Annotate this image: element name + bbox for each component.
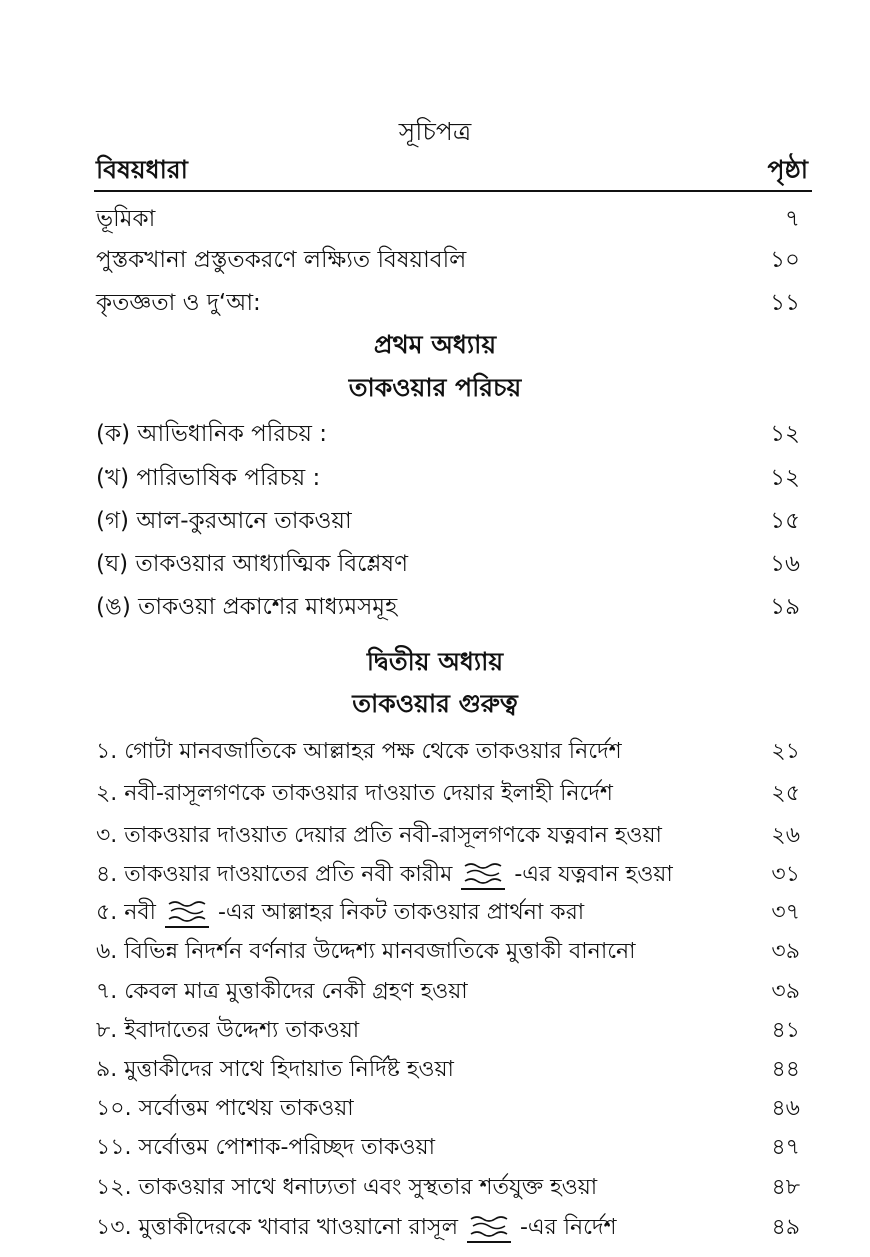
entry-page: ৩১ bbox=[771, 862, 800, 887]
entry-page: ৪৪ bbox=[771, 1057, 800, 1082]
entry-page: ৪১ bbox=[771, 1018, 800, 1043]
entry-text: ১১. সর্বোত্তম পোশাক-পরিচ্ছদ তাকওয়া bbox=[96, 1135, 435, 1160]
entry-page: ১৯ bbox=[770, 594, 800, 620]
entry-page: ১২ bbox=[770, 421, 800, 447]
chapter-title: তাকওয়ার গুরুত্ব bbox=[352, 689, 518, 718]
toc-entry bbox=[0, 588, 870, 624]
toc-entry bbox=[0, 545, 870, 581]
chapter-title: তাকওয়ার পরিচয় bbox=[348, 373, 522, 402]
entry-page: ৩৯ bbox=[771, 979, 800, 1004]
salawat-calligraphy-icon bbox=[165, 898, 209, 928]
entry-text: (ঙ) তাকওয়া প্রকাশের মাধ্যমসমূহ bbox=[96, 594, 398, 620]
toc-entry bbox=[0, 974, 870, 1010]
entry-text: ১. গোটা মানবজাতিকে আল্লাহর পক্ষ থেকে তাকওয়ার নির্দেশ bbox=[96, 739, 622, 764]
entry-text: (গ) আল-কুরআনে তাকওয়া bbox=[96, 508, 352, 534]
chapter-number: প্রথম অধ্যায় bbox=[373, 330, 497, 359]
toc-entry bbox=[0, 1052, 870, 1088]
entry-page: ৭ bbox=[785, 206, 800, 232]
toc-entry bbox=[0, 857, 870, 893]
entry-text: কৃতজ্ঞতা ও দু‘আ: bbox=[96, 290, 261, 316]
entry-page: ৩৭ bbox=[771, 900, 800, 925]
toc-entry bbox=[0, 734, 870, 770]
page-column-header: পৃষ্ঠা bbox=[767, 155, 808, 184]
toc-entry bbox=[0, 1013, 870, 1049]
entry-page: ৪৯ bbox=[771, 1215, 800, 1240]
entry-page: ১২ bbox=[770, 465, 800, 491]
entry-page: ২৬ bbox=[771, 823, 800, 848]
chapter-number: দ্বিতীয় অধ্যায় bbox=[366, 647, 504, 676]
entry-text-part: -এর নির্দেশ bbox=[519, 1215, 617, 1240]
toc-entry bbox=[0, 1091, 870, 1127]
toc-entry bbox=[0, 284, 870, 320]
entry-text bbox=[96, 1210, 617, 1247]
entry-page: ৪৮ bbox=[771, 1175, 800, 1200]
entry-page: ১৬ bbox=[770, 551, 800, 577]
toc-entry bbox=[0, 776, 870, 812]
toc-entry bbox=[0, 459, 870, 495]
entry-page: ৪৭ bbox=[771, 1135, 800, 1160]
entry-text-part: -এর আল্লাহর নিকট তাকওয়ার প্রার্থনা করা bbox=[217, 900, 585, 925]
toc-entry bbox=[0, 415, 870, 451]
entry-text bbox=[96, 857, 673, 894]
entry-text: পুস্তকখানা প্রস্তুতকরণে লক্ষ্যিত বিষয়াবলি bbox=[96, 247, 467, 273]
entry-text-part: ৪. তাকওয়ার দাওয়াতের প্রতি নবী কারীম bbox=[96, 862, 453, 887]
entry-page: ১৫ bbox=[770, 508, 800, 534]
entry-page: ২৫ bbox=[771, 781, 800, 806]
toc-title: সূচিপত্র bbox=[398, 117, 472, 146]
entry-text: (খ) পারিভাষিক পরিচয় : bbox=[96, 465, 321, 491]
toc-entry bbox=[0, 895, 870, 931]
toc-header bbox=[96, 150, 808, 190]
entry-text: ১০. সর্বোত্তম পাথেয় তাকওয়া bbox=[96, 1096, 354, 1121]
toc-entry bbox=[0, 934, 870, 970]
entry-text: ৭. কেবল মাত্র মুত্তাকীদের নেকী গ্রহণ হওয়া bbox=[96, 979, 468, 1004]
toc-entry bbox=[0, 1130, 870, 1166]
entry-text: ২. নবী-রাসূলগণকে তাকওয়ার দাওয়াত দেয়ার ইলাহী নির্দেশ bbox=[96, 781, 613, 806]
toc-entry bbox=[0, 1210, 870, 1246]
toc-entry bbox=[0, 200, 870, 236]
entry-text-part: -এর যত্নবান হওয়া bbox=[514, 862, 673, 887]
salawat-calligraphy-icon bbox=[461, 860, 505, 890]
entry-text: ভূমিকা bbox=[96, 206, 156, 232]
toc-entry bbox=[0, 1170, 870, 1206]
entry-text: ৩. তাকওয়ার দাওয়াত দেয়ার প্রতি নবী-রাসূলগণকে যত্নবান হওয়া bbox=[96, 823, 662, 848]
entry-text: (ঘ) তাকওয়ার আধ্যাত্মিক বিশ্লেষণ bbox=[96, 551, 409, 577]
entry-text bbox=[96, 895, 584, 932]
entry-page: ৩৯ bbox=[771, 939, 800, 964]
entry-text: ৮. ইবাদাতের উদ্দেশ্য তাকওয়া bbox=[96, 1018, 360, 1043]
entry-text-part: ৫. নবী bbox=[96, 900, 156, 925]
entry-text-part: ১৩. মুত্তাকীদেরকে খাবার খাওয়ানো রাসূল bbox=[96, 1215, 458, 1240]
toc-entry bbox=[0, 241, 870, 277]
toc-entry bbox=[0, 502, 870, 538]
entry-text: ৬. বিভিন্ন নিদর্শন বর্ণনার উদ্দেশ্য মানবজাতিকে মুত্তাকী বানানো bbox=[96, 939, 636, 964]
entry-page: ২১ bbox=[771, 739, 800, 764]
toc-entry bbox=[0, 818, 870, 854]
subject-column-header: বিষয়ধারা bbox=[96, 155, 188, 184]
entry-text: ১২. তাকওয়ার সাথে ধনাঢ্যতা এবং সুস্থতার শর্তযুক্ত হওয়া bbox=[96, 1175, 598, 1200]
entry-page: ১০ bbox=[770, 247, 800, 273]
entry-page: ৪৬ bbox=[771, 1096, 800, 1121]
salawat-calligraphy-icon bbox=[467, 1213, 511, 1243]
entry-text: ৯. মুত্তাকীদের সাথে হিদায়াত নির্দিষ্ট হওয়া bbox=[96, 1057, 454, 1082]
entry-text: (ক) আভিধানিক পরিচয় : bbox=[96, 421, 328, 447]
header-divider bbox=[94, 190, 812, 192]
entry-page: ১১ bbox=[770, 290, 800, 316]
